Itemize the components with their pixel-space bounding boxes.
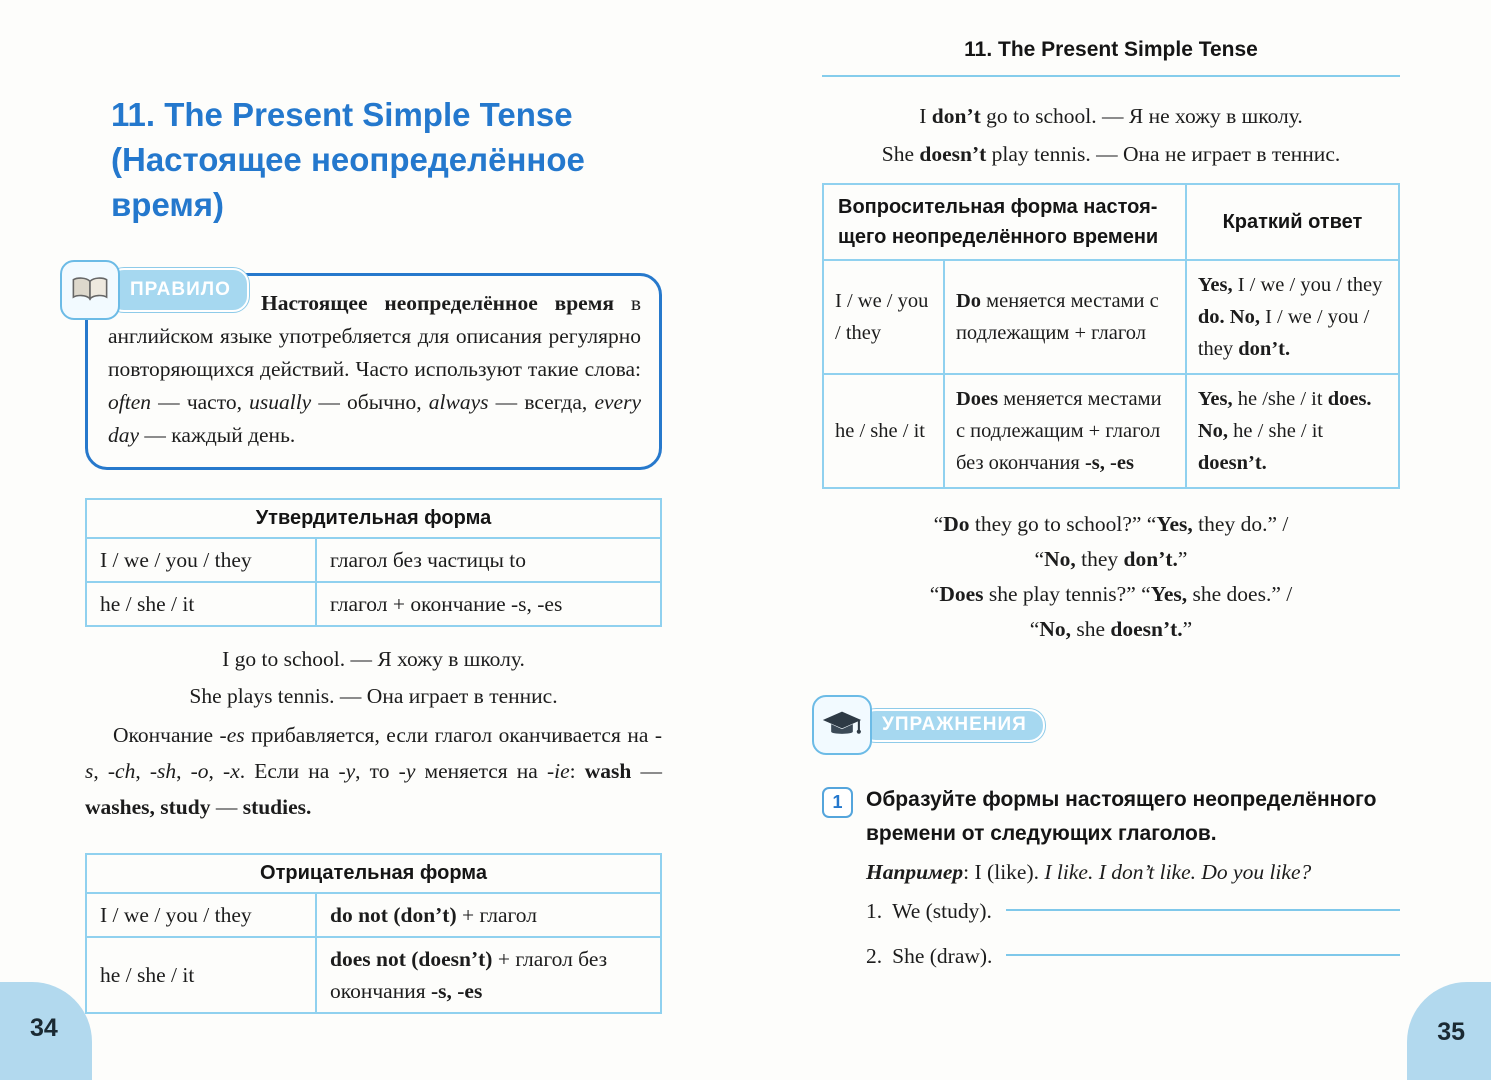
exercise-example: Например: I (like). I like. I don’t like. Do you like? — [866, 860, 1312, 884]
subject-cell: I / we / you / they — [86, 893, 316, 937]
answer-cell: Yes, he /she / it does. No, he / she / it doesn’t. — [1186, 374, 1399, 488]
item-text: She (draw). — [892, 944, 993, 968]
answer-cell: Yes, I / we / you / they do. No, I / we / you / they don’t. — [1186, 260, 1399, 374]
dialogue-line: “Do they go to school?” “Yes, they do.” / — [933, 512, 1289, 536]
rule-cell: глагол без частицы to — [316, 538, 661, 582]
exercises-badge — [812, 695, 1390, 755]
es-ending-note: Окончание -es прибавляется, если глагол оканчивается на -s, -ch, -sh, -o, -x. Если на -y, то -y меняется на -ie: wash — washes, study — studies. — [85, 723, 663, 819]
exercise-body — [866, 783, 1400, 979]
affirmative-table — [85, 498, 662, 627]
left-page — [85, 92, 662, 1014]
question-table — [822, 183, 1400, 489]
subject-cell: he / she / it — [86, 582, 316, 626]
dialogue-line: “Does she play tennis?” “Yes, she does.” / — [929, 582, 1293, 606]
table-row — [86, 538, 661, 582]
negative-table-title: Отрицательная форма — [86, 854, 661, 893]
subject-cell: I / we / you / they — [86, 538, 316, 582]
table-row — [823, 260, 1399, 374]
chapter-title-line2: (Настоящее неопределённое — [111, 141, 585, 178]
table-header-row — [86, 499, 661, 538]
subject-cell: he / she / it — [823, 374, 944, 488]
answer-blank — [1006, 909, 1400, 911]
exercise-item — [866, 889, 1400, 934]
intro-line: I don’t go to school. — Я не хожу в школу. — [919, 104, 1303, 128]
chapter-title-line3: время) — [111, 186, 225, 223]
affirmative-table-title: Утвердительная форма — [86, 499, 661, 538]
exercise-prompt: Образуйте формы настоящего неопределённого времени от следующих глаголов. — [866, 788, 1377, 845]
intro-sentences — [822, 97, 1400, 173]
exercise-1 — [822, 783, 1400, 979]
dialogue-line: “No, she doesn’t.” — [1029, 617, 1193, 641]
example-line: I go to school. — Я хожу в школу. — [222, 647, 525, 671]
subject-cell: he / she / it — [86, 937, 316, 1013]
rule-cell: глагол + окончание -s, -es — [316, 582, 661, 626]
graduation-cap-icon — [812, 695, 872, 755]
exercise-number-badge: 1 — [822, 787, 853, 818]
example-line: She plays tennis. — Она играет в теннис. — [189, 684, 558, 708]
rule-text: Настоящее неопределённое время в английском языке употребляется для описания регулярно повторяющихся действий. Часто используют такие слова: often — часто, usually — обычно, always — всегда, every day — каждый день. — [108, 291, 641, 447]
subject-cell: I / we / you / they — [823, 260, 944, 374]
table-row — [823, 374, 1399, 488]
page-corner-right — [1407, 982, 1491, 1080]
table-header-row — [823, 184, 1399, 260]
rule-cell: Do меняется местами с подлежащим + глагол — [944, 260, 1186, 374]
item-number: 2. — [866, 944, 883, 968]
question-form-header-line1: Вопросительная форма настоя- — [838, 196, 1158, 218]
negative-table — [85, 853, 662, 1014]
intro-line: She doesn’t play tennis. — Она не играет в теннис. — [881, 142, 1341, 166]
exercise-item — [866, 934, 1400, 979]
rule-badge-label: ПРАВИЛО — [108, 268, 249, 312]
rule-cell: Does меняется местами с подлежащим + глагол без окончания -s, -es — [944, 374, 1186, 488]
rule-badge — [60, 260, 249, 320]
table-row — [86, 937, 661, 1013]
table-header-row — [86, 854, 661, 893]
dialogue-line: “No, they don’t.” — [1034, 547, 1188, 571]
question-form-header-line2: щего неопределённого времени — [838, 226, 1159, 248]
exercises-badge-label: УПРАЖНЕНИЯ — [860, 709, 1045, 742]
item-number: 1. — [866, 899, 883, 923]
dialogue-examples — [822, 507, 1400, 647]
question-form-header — [823, 184, 1186, 260]
chapter-title — [111, 92, 662, 227]
page-number-34: 34 — [30, 1014, 58, 1042]
example-sentences — [85, 641, 662, 825]
page-corner-left — [0, 982, 92, 1080]
right-page — [822, 38, 1400, 979]
page-number-35: 35 — [1437, 1018, 1465, 1046]
item-text: We (study). — [892, 899, 992, 923]
answer-blank — [1006, 954, 1400, 956]
rule-box — [85, 273, 662, 470]
rule-cell: does not (doesn’t) + глагол без окончания -s, -es — [316, 937, 661, 1013]
chapter-title-line1: 11. The Present Simple Tense — [111, 96, 573, 133]
running-header: 11. The Present Simple Tense — [822, 38, 1400, 77]
table-row — [86, 582, 661, 626]
table-row — [86, 893, 661, 937]
rule-cell: do not (don’t) + глагол — [316, 893, 661, 937]
short-answer-header: Краткий ответ — [1186, 184, 1399, 260]
open-book-icon — [60, 260, 120, 320]
